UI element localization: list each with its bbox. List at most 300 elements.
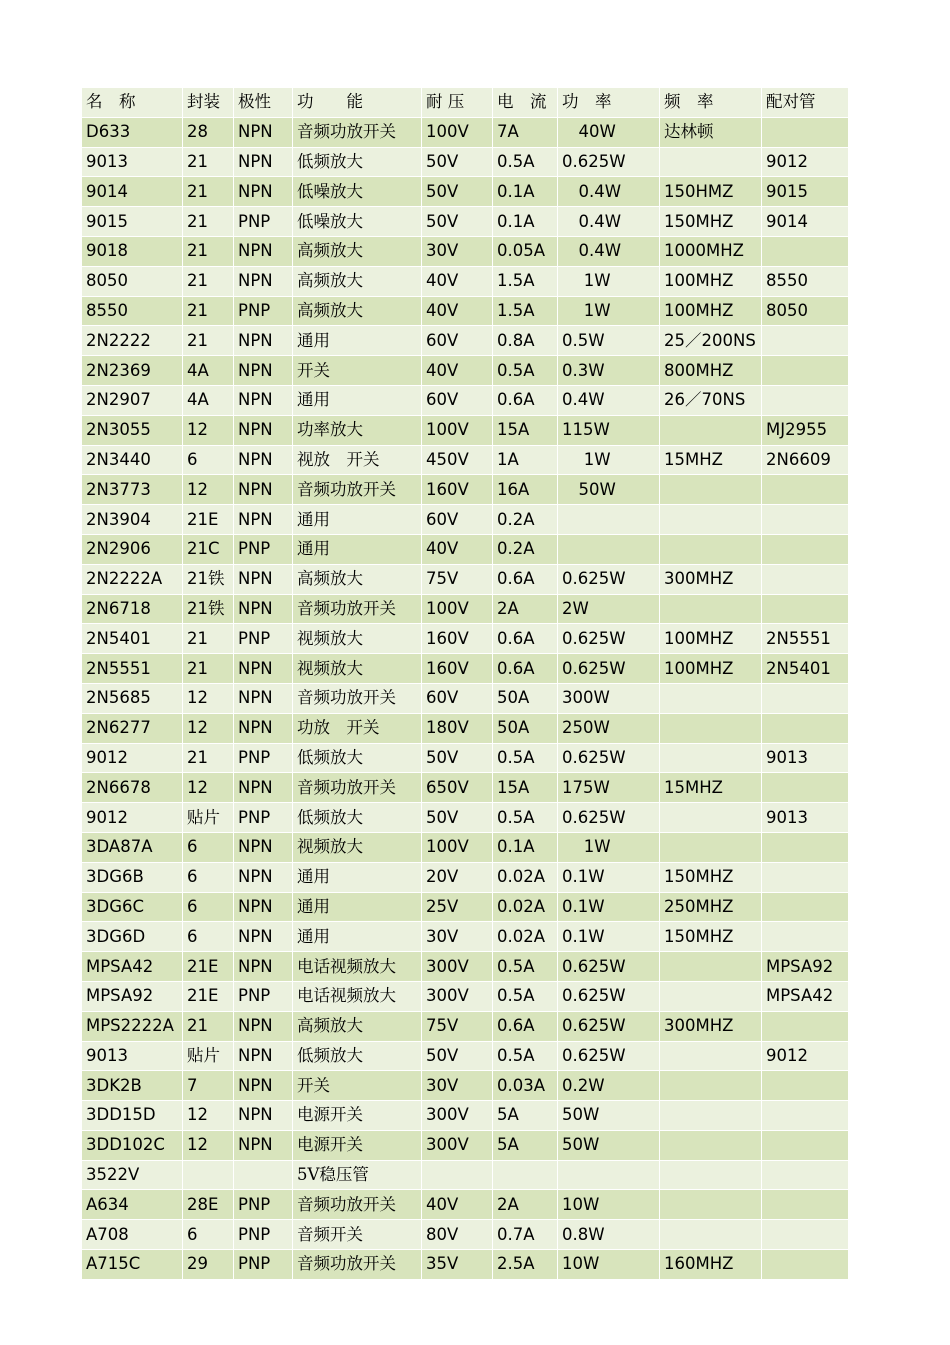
cell-frequency: 100MHZ — [660, 266, 762, 296]
header-row — [82, 88, 849, 118]
header-cell-voltage: 耐 压 — [422, 88, 493, 118]
cell-function: 开关 — [293, 356, 422, 386]
cell-voltage: 30V — [422, 922, 493, 952]
cell-power: 2W — [558, 594, 660, 624]
cell-polarity: NPN — [234, 952, 293, 982]
cell-function: 通用 — [293, 892, 422, 922]
cell-pair — [762, 594, 849, 624]
cell-function: 低频放大 — [293, 147, 422, 177]
cell-package: 7 — [183, 1071, 234, 1101]
cell-voltage: 50V — [422, 207, 493, 237]
cell-function: 音频功放开关 — [293, 594, 422, 624]
cell-function: 低频放大 — [293, 1041, 422, 1071]
cell-function: 音频功放开关 — [293, 773, 422, 803]
cell-pair — [762, 1160, 849, 1190]
cell-polarity: NPN — [234, 1101, 293, 1131]
cell-current: 0.05A — [493, 236, 558, 266]
cell-pair — [762, 922, 849, 952]
table-row — [82, 385, 849, 415]
cell-power: 0.625W — [558, 1011, 660, 1041]
cell-name: 3DD15D — [82, 1101, 183, 1131]
header-cell-current: 电 流 — [493, 88, 558, 118]
cell-current: 0.8A — [493, 326, 558, 356]
cell-name: 2N3904 — [82, 505, 183, 535]
header-cell-polarity: 极性 — [234, 88, 293, 118]
cell-power: 0.3W — [558, 356, 660, 386]
cell-name: 3DG6B — [82, 862, 183, 892]
cell-power — [558, 534, 660, 564]
table-row — [82, 952, 849, 982]
header-cell-function: 功 能 — [293, 88, 422, 118]
cell-pair — [762, 534, 849, 564]
cell-power: 0.4W — [558, 236, 660, 266]
cell-function: 电源开关 — [293, 1130, 422, 1160]
cell-voltage: 300V — [422, 981, 493, 1011]
table-row — [82, 534, 849, 564]
table-row — [82, 981, 849, 1011]
cell-pair — [762, 1011, 849, 1041]
cell-polarity: PNP — [234, 1190, 293, 1220]
cell-pair — [762, 832, 849, 862]
cell-power: 50W — [558, 475, 660, 505]
cell-name: 2N2369 — [82, 356, 183, 386]
cell-package: 21 — [183, 654, 234, 684]
cell-polarity: NPN — [234, 862, 293, 892]
cell-power: 300W — [558, 683, 660, 713]
cell-name: 2N6277 — [82, 713, 183, 743]
cell-polarity: NPN — [234, 326, 293, 356]
cell-pair — [762, 117, 849, 147]
cell-voltage: 180V — [422, 713, 493, 743]
cell-frequency — [660, 981, 762, 1011]
header-cell-name: 名 称 — [82, 88, 183, 118]
cell-name: 9013 — [82, 1041, 183, 1071]
cell-frequency — [660, 832, 762, 862]
cell-name: 2N2906 — [82, 534, 183, 564]
cell-frequency — [660, 475, 762, 505]
cell-pair — [762, 236, 849, 266]
cell-frequency: 100MHZ — [660, 296, 762, 326]
cell-polarity: NPN — [234, 475, 293, 505]
cell-name: 9012 — [82, 803, 183, 833]
cell-polarity: NPN — [234, 266, 293, 296]
cell-frequency: 150HMZ — [660, 177, 762, 207]
table-row — [82, 117, 849, 147]
cell-power — [558, 505, 660, 535]
cell-power: 0.625W — [558, 952, 660, 982]
cell-voltage: 50V — [422, 177, 493, 207]
cell-current: 7A — [493, 117, 558, 147]
cell-polarity: NPN — [234, 445, 293, 475]
cell-pair — [762, 713, 849, 743]
cell-package: 21铁 — [183, 564, 234, 594]
cell-polarity: PNP — [234, 981, 293, 1011]
cell-power: 0.4W — [558, 207, 660, 237]
cell-pair: 2N6609 — [762, 445, 849, 475]
cell-name: 2N3773 — [82, 475, 183, 505]
cell-frequency: 15MHZ — [660, 773, 762, 803]
cell-current: 5A — [493, 1101, 558, 1131]
table-row — [82, 445, 849, 475]
cell-current: 50A — [493, 713, 558, 743]
cell-frequency: 26／70NS — [660, 385, 762, 415]
cell-current: 2A — [493, 1190, 558, 1220]
cell-package: 21 — [183, 236, 234, 266]
cell-function: 音频开关 — [293, 1220, 422, 1250]
cell-power: 1W — [558, 296, 660, 326]
cell-function: 音频功放开关 — [293, 475, 422, 505]
cell-voltage: 300V — [422, 1101, 493, 1131]
cell-pair — [762, 505, 849, 535]
cell-polarity: NPN — [234, 1130, 293, 1160]
cell-current: 0.5A — [493, 356, 558, 386]
cell-power: 0.625W — [558, 147, 660, 177]
cell-power: 1W — [558, 266, 660, 296]
cell-name: A708 — [82, 1220, 183, 1250]
table-row — [82, 564, 849, 594]
cell-voltage: 60V — [422, 326, 493, 356]
cell-frequency — [660, 1101, 762, 1131]
cell-package: 21 — [183, 177, 234, 207]
cell-name: 2N2222A — [82, 564, 183, 594]
cell-package: 贴片 — [183, 1041, 234, 1071]
cell-frequency: 25／200NS — [660, 326, 762, 356]
cell-current: 1.5A — [493, 296, 558, 326]
cell-name: 2N5685 — [82, 683, 183, 713]
cell-package: 4A — [183, 356, 234, 386]
table-row — [82, 236, 849, 266]
cell-pair: 8050 — [762, 296, 849, 326]
cell-function: 视放 开关 — [293, 445, 422, 475]
cell-current: 0.5A — [493, 981, 558, 1011]
table-row — [82, 505, 849, 535]
cell-polarity: PNP — [234, 1220, 293, 1250]
cell-name: 9013 — [82, 147, 183, 177]
cell-voltage: 50V — [422, 147, 493, 177]
cell-frequency — [660, 743, 762, 773]
cell-power: 40W — [558, 117, 660, 147]
cell-name: MPSA42 — [82, 952, 183, 982]
cell-pair: MJ2955 — [762, 415, 849, 445]
cell-voltage: 20V — [422, 862, 493, 892]
cell-package: 21 — [183, 624, 234, 654]
cell-current: 0.02A — [493, 892, 558, 922]
cell-package: 21E — [183, 981, 234, 1011]
cell-polarity: NPN — [234, 773, 293, 803]
cell-power: 115W — [558, 415, 660, 445]
cell-pair — [762, 1130, 849, 1160]
cell-polarity: NPN — [234, 385, 293, 415]
cell-name: MPS2222A — [82, 1011, 183, 1041]
cell-package: 12 — [183, 415, 234, 445]
cell-frequency: 800MHZ — [660, 356, 762, 386]
transistor-table — [81, 87, 849, 1280]
cell-polarity: NPN — [234, 117, 293, 147]
cell-function: 低噪放大 — [293, 207, 422, 237]
cell-current: 15A — [493, 773, 558, 803]
cell-power: 0.625W — [558, 981, 660, 1011]
cell-frequency — [660, 505, 762, 535]
cell-voltage: 40V — [422, 356, 493, 386]
cell-current: 0.1A — [493, 177, 558, 207]
cell-function: 通用 — [293, 922, 422, 952]
cell-current: 0.6A — [493, 654, 558, 684]
cell-frequency — [660, 594, 762, 624]
cell-power: 0.625W — [558, 624, 660, 654]
cell-name: 2N3055 — [82, 415, 183, 445]
cell-function: 5V稳压管 — [293, 1160, 422, 1190]
cell-pair: 9015 — [762, 177, 849, 207]
cell-function: 电源开关 — [293, 1101, 422, 1131]
cell-frequency — [660, 713, 762, 743]
cell-function: 通用 — [293, 862, 422, 892]
table-row — [82, 356, 849, 386]
table-row — [82, 683, 849, 713]
cell-frequency — [660, 1190, 762, 1220]
cell-function: 功率放大 — [293, 415, 422, 445]
cell-voltage: 75V — [422, 564, 493, 594]
cell-name: 3DG6D — [82, 922, 183, 952]
cell-polarity: PNP — [234, 624, 293, 654]
cell-frequency: 100MHZ — [660, 654, 762, 684]
cell-polarity: NPN — [234, 1041, 293, 1071]
cell-power: 10W — [558, 1250, 660, 1280]
cell-polarity: PNP — [234, 207, 293, 237]
cell-name: 8050 — [82, 266, 183, 296]
cell-power: 0.625W — [558, 564, 660, 594]
cell-function: 通用 — [293, 326, 422, 356]
cell-pair — [762, 385, 849, 415]
table-row — [82, 177, 849, 207]
cell-frequency: 160MHZ — [660, 1250, 762, 1280]
cell-pair: 9012 — [762, 1041, 849, 1071]
table-row — [82, 1101, 849, 1131]
cell-pair: 9013 — [762, 743, 849, 773]
header-cell-pair: 配对管 — [762, 88, 849, 118]
table-row — [82, 773, 849, 803]
cell-voltage: 60V — [422, 683, 493, 713]
table-row — [82, 594, 849, 624]
cell-pair: 2N5551 — [762, 624, 849, 654]
cell-function: 低频放大 — [293, 743, 422, 773]
cell-polarity: NPN — [234, 564, 293, 594]
cell-package — [183, 1160, 234, 1190]
cell-power: 0.4W — [558, 385, 660, 415]
cell-voltage: 35V — [422, 1250, 493, 1280]
cell-power: 175W — [558, 773, 660, 803]
cell-voltage: 100V — [422, 832, 493, 862]
cell-polarity: NPN — [234, 922, 293, 952]
cell-frequency — [660, 1071, 762, 1101]
table-row — [82, 475, 849, 505]
table-row — [82, 922, 849, 952]
cell-name: 2N6718 — [82, 594, 183, 624]
cell-package: 6 — [183, 922, 234, 952]
cell-package: 6 — [183, 445, 234, 475]
cell-voltage: 160V — [422, 475, 493, 505]
cell-package: 28E — [183, 1190, 234, 1220]
cell-package: 21铁 — [183, 594, 234, 624]
cell-current: 0.1A — [493, 207, 558, 237]
cell-voltage: 30V — [422, 236, 493, 266]
table-row — [82, 654, 849, 684]
table-row — [82, 326, 849, 356]
cell-current: 0.02A — [493, 862, 558, 892]
cell-frequency — [660, 147, 762, 177]
cell-frequency: 达林顿 — [660, 117, 762, 147]
cell-power — [558, 1160, 660, 1190]
header-cell-frequency: 频 率 — [660, 88, 762, 118]
cell-package: 12 — [183, 475, 234, 505]
cell-function: 视频放大 — [293, 624, 422, 654]
cell-power: 250W — [558, 713, 660, 743]
cell-package: 21 — [183, 326, 234, 356]
cell-pair — [762, 564, 849, 594]
cell-pair: 8550 — [762, 266, 849, 296]
cell-name: MPSA92 — [82, 981, 183, 1011]
cell-name: 8550 — [82, 296, 183, 326]
cell-frequency — [660, 1220, 762, 1250]
cell-package: 贴片 — [183, 803, 234, 833]
cell-function: 视频放大 — [293, 832, 422, 862]
cell-polarity: PNP — [234, 743, 293, 773]
cell-function: 电话视频放大 — [293, 981, 422, 1011]
cell-current: 0.5A — [493, 952, 558, 982]
cell-power: 0.1W — [558, 892, 660, 922]
cell-name: A715C — [82, 1250, 183, 1280]
cell-voltage: 300V — [422, 952, 493, 982]
cell-package: 12 — [183, 683, 234, 713]
table-row — [82, 296, 849, 326]
cell-voltage: 50V — [422, 803, 493, 833]
cell-current: 0.5A — [493, 803, 558, 833]
cell-voltage: 50V — [422, 1041, 493, 1071]
cell-function: 高频放大 — [293, 236, 422, 266]
cell-frequency: 15MHZ — [660, 445, 762, 475]
cell-voltage: 160V — [422, 654, 493, 684]
cell-voltage: 100V — [422, 415, 493, 445]
cell-function: 音频功放开关 — [293, 117, 422, 147]
cell-current: 2.5A — [493, 1250, 558, 1280]
cell-polarity: NPN — [234, 236, 293, 266]
cell-package: 6 — [183, 1220, 234, 1250]
cell-current: 15A — [493, 415, 558, 445]
cell-name: 2N3440 — [82, 445, 183, 475]
cell-power: 0.625W — [558, 1041, 660, 1071]
cell-polarity — [234, 1160, 293, 1190]
cell-name: 3DG6C — [82, 892, 183, 922]
cell-polarity: NPN — [234, 415, 293, 445]
cell-package: 21 — [183, 296, 234, 326]
cell-pair: MPSA42 — [762, 981, 849, 1011]
header-cell-package: 封装 — [183, 88, 234, 118]
cell-function: 功放 开关 — [293, 713, 422, 743]
table-row — [82, 1160, 849, 1190]
cell-name: 2N5551 — [82, 654, 183, 684]
cell-power: 0.625W — [558, 803, 660, 833]
cell-frequency: 300MHZ — [660, 564, 762, 594]
cell-name: A634 — [82, 1190, 183, 1220]
cell-pair: 2N5401 — [762, 654, 849, 684]
cell-package: 12 — [183, 713, 234, 743]
cell-polarity: PNP — [234, 534, 293, 564]
cell-package: 21 — [183, 207, 234, 237]
cell-power: 0.1W — [558, 862, 660, 892]
cell-voltage: 40V — [422, 534, 493, 564]
cell-polarity: NPN — [234, 832, 293, 862]
cell-polarity: PNP — [234, 296, 293, 326]
cell-name: 2N2907 — [82, 385, 183, 415]
table-row — [82, 1250, 849, 1280]
cell-frequency — [660, 1130, 762, 1160]
cell-current: 1A — [493, 445, 558, 475]
cell-polarity: NPN — [234, 683, 293, 713]
cell-pair — [762, 1250, 849, 1280]
cell-polarity: PNP — [234, 803, 293, 833]
cell-pair — [762, 1071, 849, 1101]
cell-function: 高频放大 — [293, 1011, 422, 1041]
cell-pair — [762, 1101, 849, 1131]
cell-package: 12 — [183, 1101, 234, 1131]
cell-package: 21 — [183, 743, 234, 773]
cell-package: 12 — [183, 1130, 234, 1160]
cell-voltage: 30V — [422, 1071, 493, 1101]
cell-pair — [762, 773, 849, 803]
cell-name: 3DA87A — [82, 832, 183, 862]
cell-polarity: PNP — [234, 1250, 293, 1280]
cell-current: 50A — [493, 683, 558, 713]
cell-package: 6 — [183, 862, 234, 892]
table-row — [82, 862, 849, 892]
table-row — [82, 1011, 849, 1041]
table-row — [82, 624, 849, 654]
cell-pair — [762, 326, 849, 356]
cell-power: 0.1W — [558, 922, 660, 952]
cell-pair — [762, 862, 849, 892]
cell-pair — [762, 683, 849, 713]
cell-current: 0.6A — [493, 624, 558, 654]
cell-voltage: 40V — [422, 266, 493, 296]
cell-name: 9014 — [82, 177, 183, 207]
table-row — [82, 415, 849, 445]
cell-pair: 9013 — [762, 803, 849, 833]
cell-function: 音频功放开关 — [293, 1250, 422, 1280]
cell-voltage: 25V — [422, 892, 493, 922]
cell-package: 21E — [183, 952, 234, 982]
header-cell-power: 功 率 — [558, 88, 660, 118]
cell-package: 21 — [183, 147, 234, 177]
cell-voltage: 650V — [422, 773, 493, 803]
cell-name: 2N5401 — [82, 624, 183, 654]
cell-function: 开关 — [293, 1071, 422, 1101]
table-row — [82, 207, 849, 237]
cell-voltage: 60V — [422, 385, 493, 415]
cell-frequency: 150MHZ — [660, 862, 762, 892]
cell-pair: MPSA92 — [762, 952, 849, 982]
cell-polarity: NPN — [234, 654, 293, 684]
cell-frequency — [660, 534, 762, 564]
cell-voltage: 40V — [422, 296, 493, 326]
cell-package: 6 — [183, 892, 234, 922]
cell-frequency — [660, 1041, 762, 1071]
cell-frequency — [660, 683, 762, 713]
cell-polarity: NPN — [234, 1071, 293, 1101]
table-row — [82, 1130, 849, 1160]
cell-polarity: NPN — [234, 505, 293, 535]
cell-name: 9015 — [82, 207, 183, 237]
cell-power: 50W — [558, 1130, 660, 1160]
cell-function: 高频放大 — [293, 266, 422, 296]
